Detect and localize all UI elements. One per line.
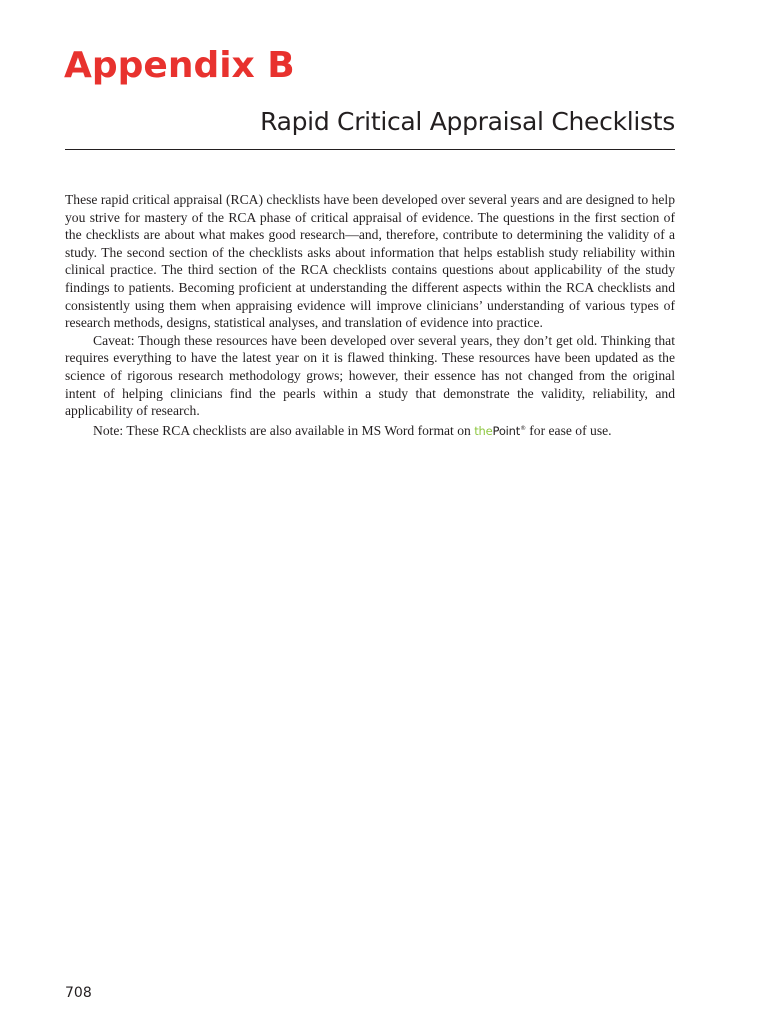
chapter-subtitle: Rapid Critical Appraisal Checklists: [260, 107, 675, 136]
registered-mark: ®: [520, 424, 526, 432]
header-divider: [65, 149, 675, 150]
thepoint-logo-point: Point: [492, 423, 521, 438]
appendix-title: Appendix B: [64, 45, 295, 86]
body-text: [65, 191, 675, 440]
page-number: 708: [65, 985, 92, 1001]
caveat-paragraph: Caveat: Though these resources have been developed over several years, they don’t get old. Thinking that requires everything to have the latest year on it is flawed thinking. These resources have been updated as the science of rigorous research methodology grows; however, their essence has not changed from the original intent of helping clinicians find the pearls within a study that demonstrate the validity, reliability, and applicability of research.: [65, 332, 675, 419]
note-text-after: for ease of use.: [525, 422, 612, 438]
note-paragraph: [65, 420, 675, 440]
thepoint-logo-the: the: [474, 423, 493, 438]
note-text-before: Note: These RCA checklists are also available in MS Word format on: [93, 422, 475, 438]
thepoint-logo: [474, 424, 526, 438]
intro-paragraph: These rapid critical appraisal (RCA) checklists have been developed over several years and are designed to help you strive for mastery of the RCA phase of critical appraisal of evidence. The questions in the first section of the checklists are about what makes good research—and, therefore, contribute to determining the validity of a study. The second section of the checklists asks about information that helps establish study reliability within clinical practice. The third section of the RCA checklists contains questions about applicability of the study findings to patients. Becoming proficient at understanding the different aspects within the RCA checklists and consistently using them when appraising evidence will improve clinicians’ understanding of various types of research methods, designs, statistical analyses, and translation of evidence into practice.: [65, 192, 675, 331]
